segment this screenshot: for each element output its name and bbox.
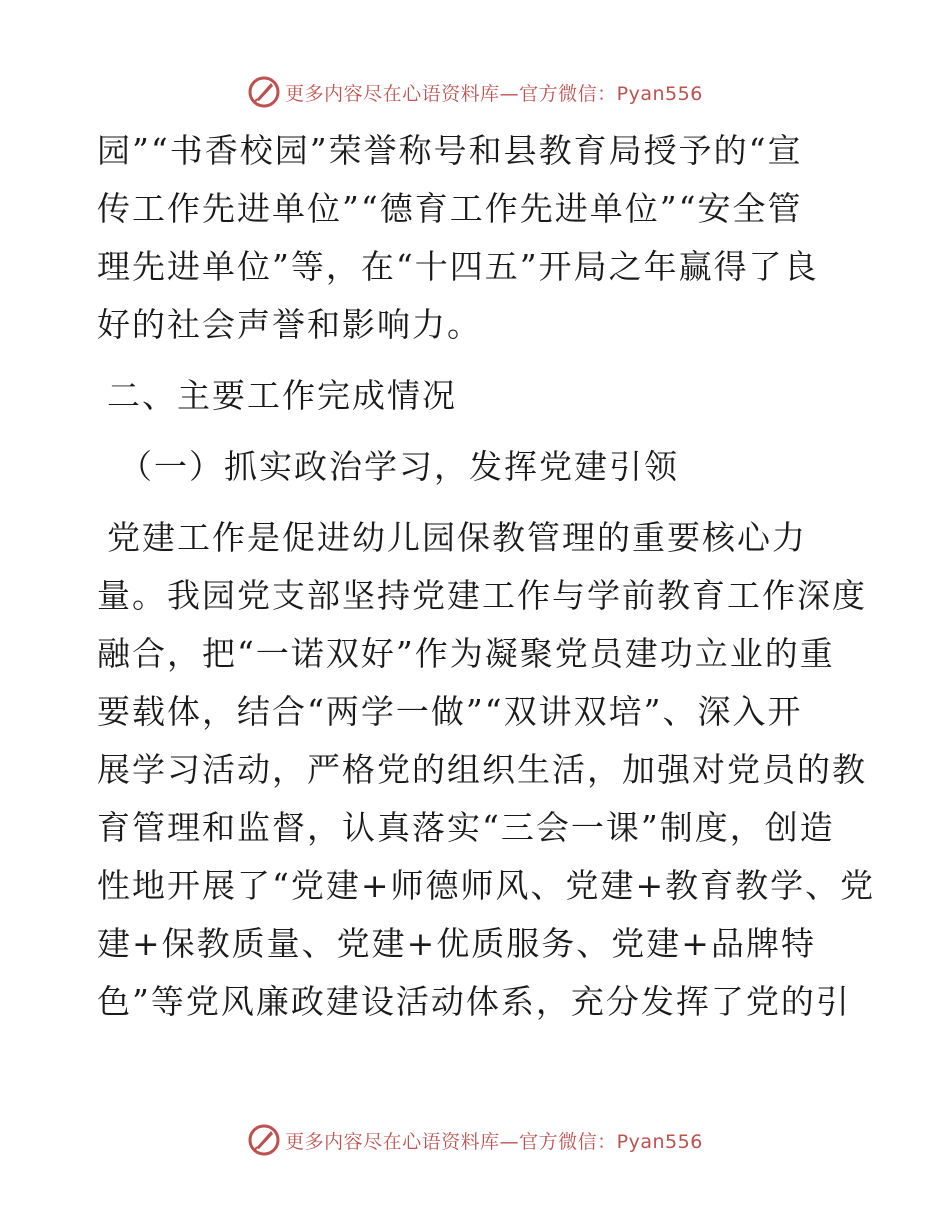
body-line-4: 好的社会声誉和影响力。	[97, 305, 482, 344]
quill-pen-icon	[247, 1123, 281, 1157]
footer-banner-text: 更多内容尽在心语资料库—官方微信：Pyan556	[285, 1130, 703, 1153]
body-line-15: 色”等党风廉政建设活动体系，充分发挥了党的引	[97, 982, 851, 1021]
section-heading: 二、主要工作完成情况	[107, 376, 457, 415]
body-line-7: 党建工作是促进幼儿园保教管理的重要核心力	[107, 518, 807, 557]
body-line-14: 建+保教质量、党建+优质服务、党建+品牌特	[97, 924, 816, 963]
document-body	[97, 122, 876, 1031]
body-line-9: 融合，把“一诺双好”作为凝聚党员建功立业的重	[97, 634, 835, 673]
body-line-11: 展学习活动，严格党的组织生活，加强对党员的教	[97, 750, 867, 789]
body-line-12: 育管理和监督，认真落实“三会一课”制度，创造	[97, 808, 835, 847]
quill-pen-icon	[247, 75, 281, 109]
body-line-13: 性地开展了“党建+师德师风、党建+教育教学、党	[97, 866, 876, 905]
header-banner-text: 更多内容尽在心语资料库—官方微信：Pyan556	[285, 82, 703, 105]
body-line-1: 园”“书香校园”荣誉称号和县教育局授予的“宣	[97, 131, 803, 170]
footer-banner	[0, 1120, 950, 1160]
body-line-2: 传工作先进单位”“德育工作先进单位”“安全管	[97, 189, 803, 228]
body-line-10: 要载体，结合“两学一做”“双讲双培”、深入开	[97, 692, 803, 731]
body-line-3: 理先进单位”等，在“十四五”开局之年赢得了良	[97, 247, 819, 286]
body-line-8: 量。我园党支部坚持党建工作与学前教育工作深度	[97, 576, 867, 615]
header-banner	[0, 72, 950, 112]
subsection-heading: （一）抓实政治学习，发挥党建引领	[119, 447, 679, 486]
